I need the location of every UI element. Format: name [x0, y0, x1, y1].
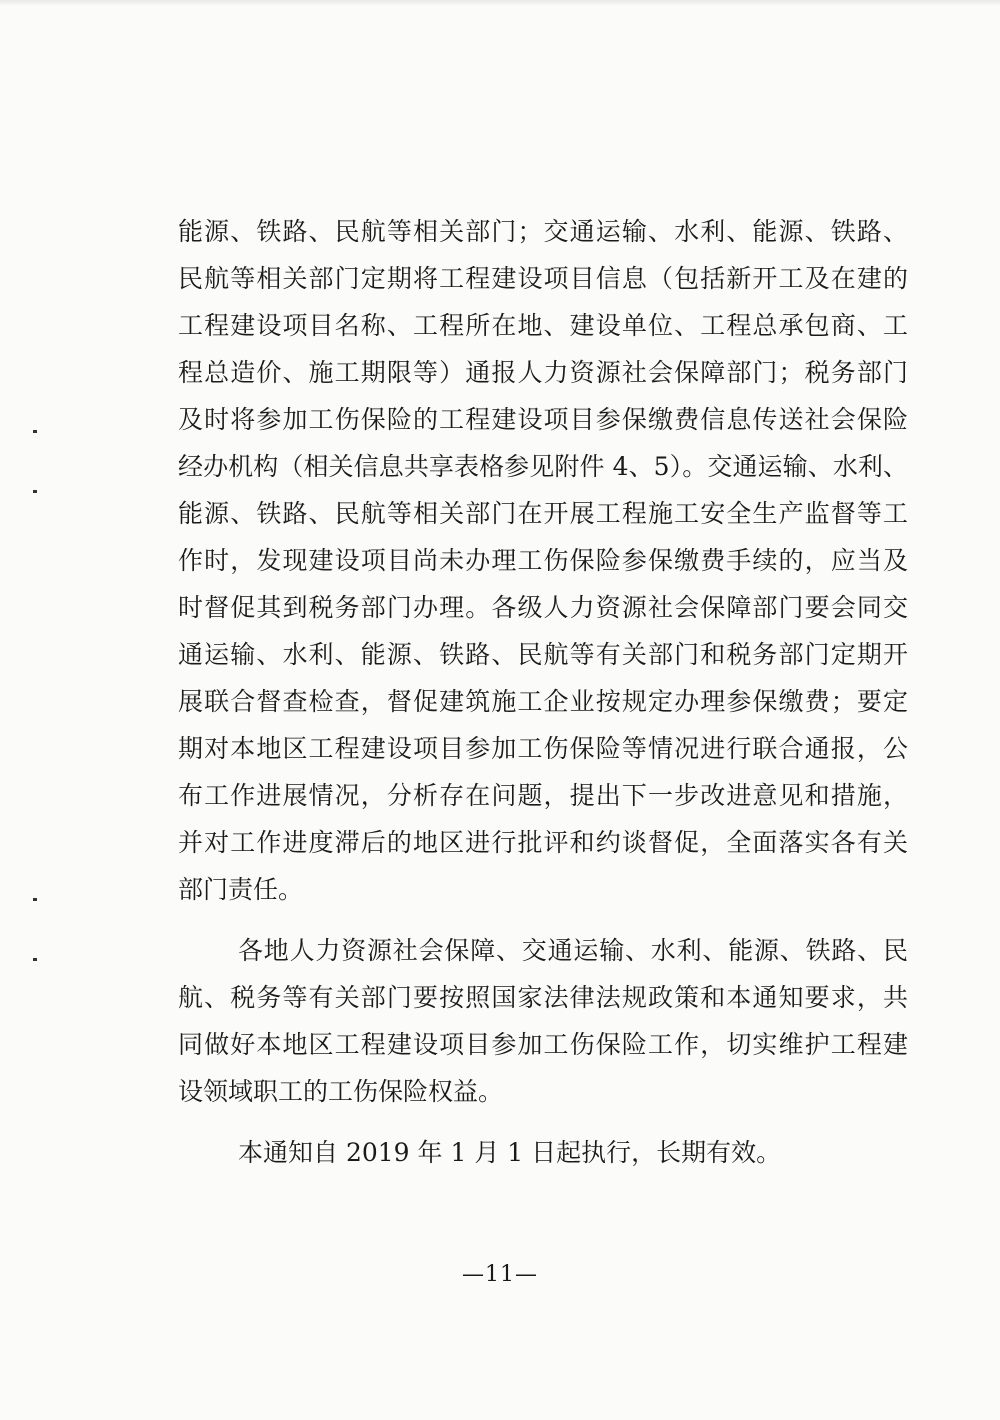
text-line: 布工作进展情况，分析存在问题，提出下一步改进意见和措施， [178, 781, 908, 810]
margin-mark [33, 898, 37, 901]
scan-top-edge [0, 0, 1000, 6]
text-line: 部门责任。 [178, 875, 304, 904]
paragraph-2 [178, 927, 908, 1115]
text-line: 展联合督查检查，督促建筑施工企业按规定办理参保缴费；要定 [178, 687, 908, 716]
text-line: 航、税务等有关部门要按照国家法律法规政策和本通知要求，共 [178, 983, 908, 1012]
text-line: 同做好本地区工程建设项目参加工伤保险工作，切实维护工程建 [178, 1030, 908, 1059]
margin-mark [33, 958, 37, 961]
page-number: —11— [462, 1262, 538, 1287]
text-line: 程总造价、施工期限等）通报人力资源社会保障部门；税务部门 [178, 358, 908, 387]
text-line: 民航等相关部门定期将工程建设项目信息（包括新开工及在建的 [178, 264, 908, 293]
text-line: 本通知自 2019 年 1 月 1 日起执行，长期有效。 [238, 1138, 782, 1167]
text-line: 作时，发现建设项目尚未办理工伤保险参保缴费手续的，应当及 [178, 546, 908, 575]
margin-mark [33, 490, 37, 493]
text-line: 工程建设项目名称、工程所在地、建设单位、工程总承包商、工 [178, 311, 908, 340]
body-text [178, 208, 908, 1176]
paragraph-3 [178, 1129, 908, 1176]
text-line: 能源、铁路、民航等相关部门；交通运输、水利、能源、铁路、 [178, 217, 908, 246]
text-line: 设领域职工的工伤保险权益。 [178, 1077, 504, 1106]
text-line: 期对本地区工程建设项目参加工伤保险等情况进行联合通报，公 [178, 734, 908, 763]
text-line: 能源、铁路、民航等相关部门在开展工程施工安全生产监督等工 [178, 499, 908, 528]
text-line: 各地人力资源社会保障、交通运输、水利、能源、铁路、民 [238, 936, 908, 965]
text-line: 及时将参加工伤保险的工程建设项目参保缴费信息传送社会保险 [178, 405, 908, 434]
text-line: 并对工作进度滞后的地区进行批评和约谈督促，全面落实各有关 [178, 828, 908, 857]
text-line: 时督促其到税务部门办理。各级人力资源社会保障部门要会同交 [178, 593, 908, 622]
text-line: 经办机构（相关信息共享表格参见附件 4、5）。交通运输、水利、 [178, 452, 908, 481]
paragraph-1 [178, 208, 908, 913]
text-line: 通运输、水利、能源、铁路、民航等有关部门和税务部门定期开 [178, 640, 908, 669]
margin-mark [33, 430, 37, 433]
